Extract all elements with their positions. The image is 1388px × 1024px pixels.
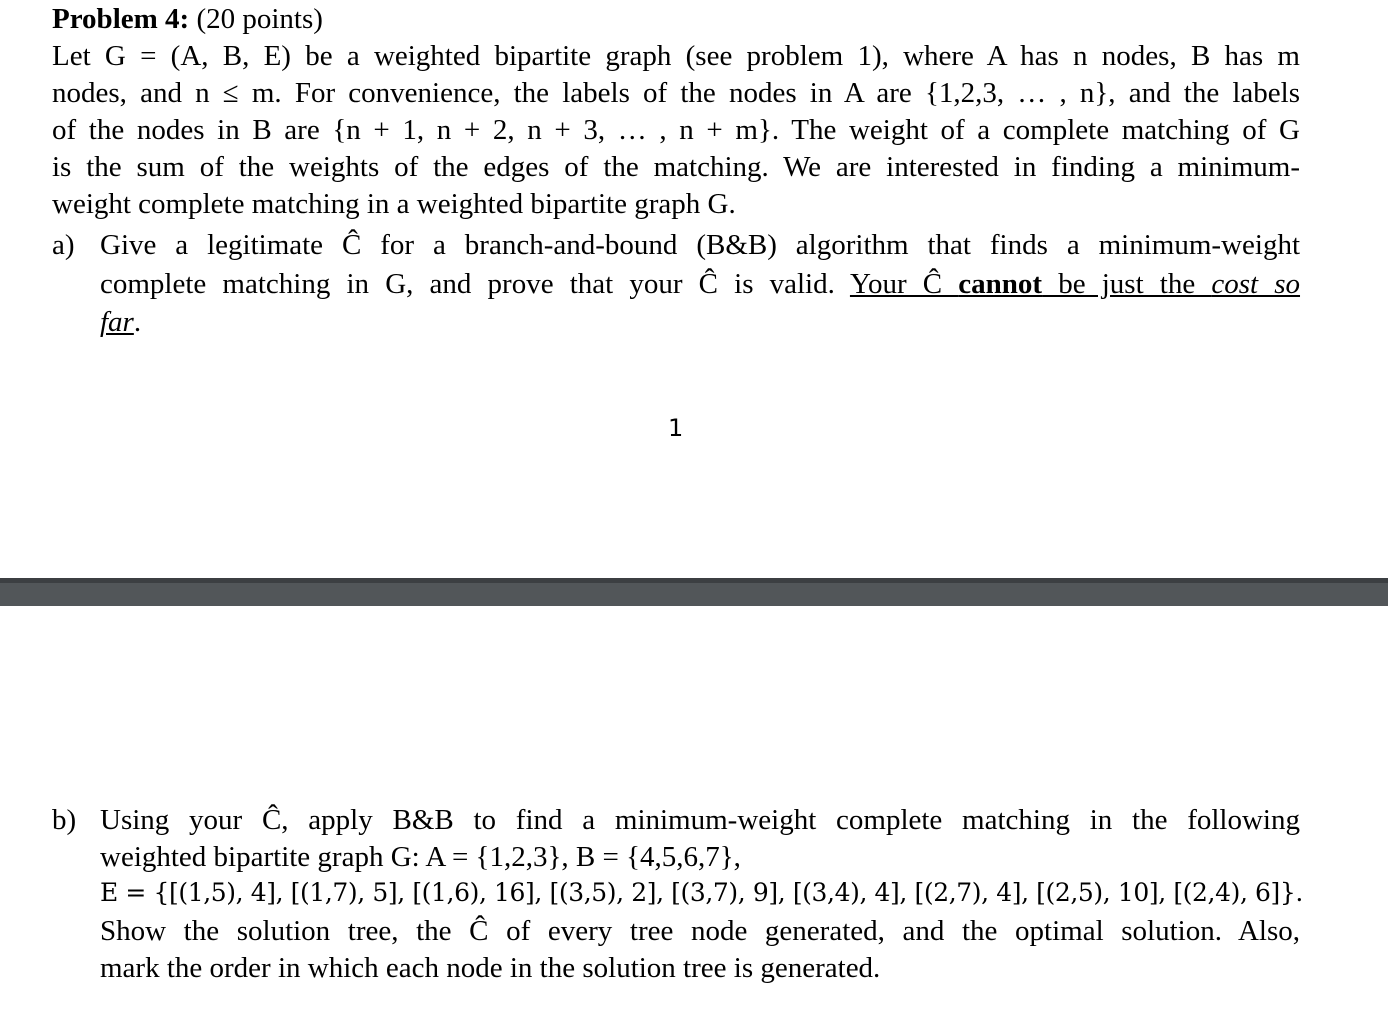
problem-points: (20 points) — [189, 3, 323, 35]
part-a-period: . — [133, 306, 142, 338]
part-a-marker: a) — [52, 229, 75, 261]
part-a-far: far — [100, 306, 134, 338]
intro-line-3: of the nodes in B are {n + 1, n + 2, n + 3, … , n + m}. The weight of a complete matching of G — [52, 114, 1300, 146]
page-number: 1 — [668, 414, 684, 442]
part-b-line-2: weighted bipartite graph G: A = {1,2,3}, B = {4,5,6,7}, — [100, 841, 741, 873]
part-a-cannot: cannot — [958, 268, 1043, 300]
page-2 — [0, 606, 1388, 1024]
part-a-line-1: Give a legitimate Ĉ for a branch-and-bound (B&B) algorithm that finds a minimum-weight — [100, 229, 1300, 261]
problem-title: Problem 4: — [52, 3, 190, 35]
intro-line-4: is the sum of the weights of the edges of the matching. We are interested in finding a minimum- — [52, 151, 1300, 183]
part-b-line-1: Using your Ĉ, apply B&B to find a minimum-weight complete matching in the following — [100, 804, 1300, 836]
part-a-line-2-plain: complete matching in G, and prove that your Ĉ is valid. — [100, 268, 835, 300]
part-a-line-3 — [100, 303, 1300, 341]
problem-heading — [52, 0, 1300, 38]
part-a-line-2 — [100, 265, 1300, 303]
part-b-edge-set: E = {[(1,5), 4], [(1,7), 5], [(1,6), 16], [(3,5), 2], [(3,7), 9], [(3,4), 4], [(2,7), 4], [(2,5), 10], [(2,4), 6]}. — [100, 878, 1303, 907]
part-a-be-just: be just the — [1042, 268, 1212, 300]
part-a-cost-so: cost so — [1211, 268, 1301, 300]
intro-line-5: weight complete matching in a weighted bipartite graph G. — [52, 188, 736, 220]
part-a-your-c: Your Ĉ — [849, 268, 959, 300]
intro-line-1: Let G = (A, B, E) be a weighted bipartite graph (see problem 1), where A has n nodes, B has m — [52, 40, 1300, 72]
intro-line-2: nodes, and n ≤ m. For convenience, the labels of the nodes in A are {1,2,3, … , n}, and the labels — [52, 77, 1300, 109]
page-separator — [0, 578, 1388, 606]
part-b-line-5: mark the order in which each node in the solution tree is generated. — [100, 952, 881, 984]
part-a-constraint — [850, 268, 1300, 300]
part-b-line-4: Show the solution tree, the Ĉ of every tree node generated, and the optimal solution. Also, — [100, 915, 1300, 947]
part-b-marker: b) — [52, 804, 77, 836]
